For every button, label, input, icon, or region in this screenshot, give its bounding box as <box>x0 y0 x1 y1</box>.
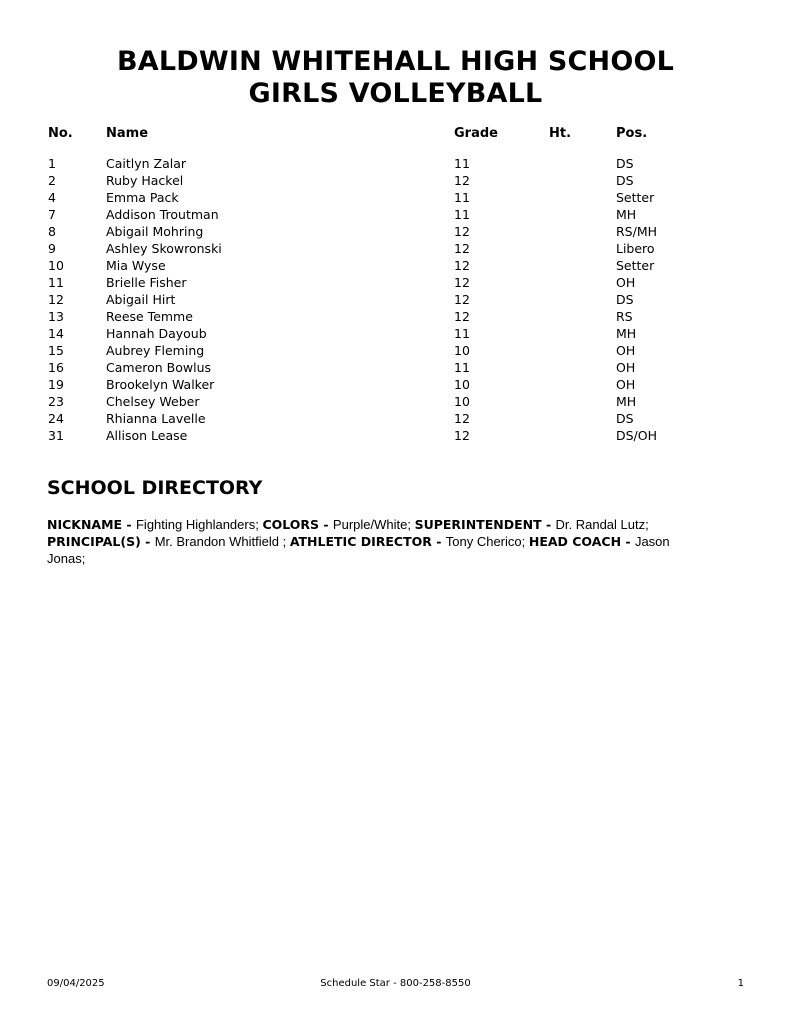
player-position: DS/OH <box>616 428 658 443</box>
table-row <box>0 393 791 410</box>
player-number: 19 <box>48 377 64 392</box>
player-position: RS/MH <box>616 224 658 239</box>
player-name: Addison Troutman <box>106 207 219 222</box>
principal-value: Mr. Brandon Whitfield ; <box>154 534 290 549</box>
player-position: DS <box>616 156 634 171</box>
player-position: RS <box>616 309 633 324</box>
footer-page-number: 1 <box>737 978 744 989</box>
player-number: 12 <box>48 292 64 307</box>
player-number: 9 <box>48 241 56 256</box>
player-number: 8 <box>48 224 56 239</box>
player-number: 14 <box>48 326 64 341</box>
footer-date: 09/04/2025 <box>47 978 105 989</box>
header-grade: Grade <box>454 126 498 141</box>
player-grade: 12 <box>454 173 470 188</box>
player-grade: 12 <box>454 428 470 443</box>
player-name: Brookelyn Walker <box>106 377 215 392</box>
player-number: 2 <box>48 173 56 188</box>
table-row <box>0 189 791 206</box>
footer-publisher: Schedule Star - 800-258-8550 <box>320 978 471 989</box>
player-number: 11 <box>48 275 64 290</box>
player-name: Reese Temme <box>106 309 193 324</box>
principal-label: PRINCIPAL(S) - <box>47 534 155 549</box>
superintendent-label: SUPERINTENDENT - <box>414 517 556 532</box>
player-name: Rhianna Lavelle <box>106 411 206 426</box>
player-name: Ashley Skowronski <box>106 241 222 256</box>
header-height: Ht. <box>549 126 572 141</box>
header-name: Name <box>106 126 149 141</box>
player-grade: 11 <box>454 190 470 205</box>
player-grade: 12 <box>454 309 470 324</box>
superintendent-value: Dr. Randal Lutz; <box>555 517 649 532</box>
player-grade: 11 <box>454 360 470 375</box>
school-directory-text <box>47 516 707 567</box>
player-grade: 10 <box>454 377 470 392</box>
table-row <box>0 427 791 444</box>
athletic-director-label: ATHLETIC DIRECTOR - <box>289 534 446 549</box>
player-number: 15 <box>48 343 64 358</box>
player-name: Brielle Fisher <box>106 275 187 290</box>
table-row <box>0 325 791 342</box>
school-directory-heading: SCHOOL DIRECTORY <box>47 477 263 499</box>
table-row <box>0 155 791 172</box>
colors-value: Purple/White; <box>332 517 415 532</box>
table-row <box>0 291 791 308</box>
table-row <box>0 172 791 189</box>
roster-table <box>0 124 791 444</box>
colors-label: COLORS - <box>262 517 333 532</box>
table-row <box>0 376 791 393</box>
player-position: MH <box>616 394 637 409</box>
player-position: MH <box>616 326 637 341</box>
player-position: Setter <box>616 258 655 273</box>
player-name: Abigail Hirt <box>106 292 176 307</box>
player-position: OH <box>616 360 636 375</box>
player-number: 1 <box>48 156 56 171</box>
player-position: DS <box>616 292 634 307</box>
player-number: 13 <box>48 309 64 324</box>
player-grade: 12 <box>454 292 470 307</box>
document-title-line-1: BALDWIN WHITEHALL HIGH SCHOOL <box>116 46 675 77</box>
player-position: DS <box>616 173 634 188</box>
player-position: MH <box>616 207 637 222</box>
player-number: 10 <box>48 258 64 273</box>
table-row <box>0 257 791 274</box>
player-grade: 11 <box>454 326 470 341</box>
table-row <box>0 342 791 359</box>
table-row <box>0 206 791 223</box>
player-number: 4 <box>48 190 56 205</box>
player-name: Cameron Bowlus <box>106 360 212 375</box>
player-name: Mia Wyse <box>106 258 166 273</box>
player-position: DS <box>616 411 634 426</box>
table-row <box>0 410 791 427</box>
player-name: Abigail Mohring <box>106 224 204 239</box>
player-name: Chelsey Weber <box>106 394 200 409</box>
player-position: OH <box>616 377 636 392</box>
player-grade: 10 <box>454 394 470 409</box>
player-number: 31 <box>48 428 64 443</box>
table-row <box>0 240 791 257</box>
player-name: Hannah Dayoub <box>106 326 207 341</box>
player-position: OH <box>616 275 636 290</box>
table-row <box>0 359 791 376</box>
player-name: Caitlyn Zalar <box>106 156 187 171</box>
table-row <box>0 274 791 291</box>
player-position: OH <box>616 343 636 358</box>
roster-header-row <box>0 124 791 144</box>
player-grade: 10 <box>454 343 470 358</box>
player-grade: 11 <box>454 156 470 171</box>
player-grade: 12 <box>454 258 470 273</box>
header-no: No. <box>48 126 73 141</box>
roster-rows <box>0 155 791 444</box>
player-grade: 12 <box>454 411 470 426</box>
player-grade: 11 <box>454 207 470 222</box>
player-number: 7 <box>48 207 56 222</box>
nickname-label: NICKNAME - <box>47 517 136 532</box>
athletic-director-value: Tony Cherico; <box>445 534 529 549</box>
player-grade: 12 <box>454 224 470 239</box>
player-grade: 12 <box>454 275 470 290</box>
player-name: Ruby Hackel <box>106 173 184 188</box>
player-number: 16 <box>48 360 64 375</box>
player-name: Aubrey Fleming <box>106 343 205 358</box>
header-position: Pos. <box>616 126 648 141</box>
player-name: Emma Pack <box>106 190 179 205</box>
table-row <box>0 223 791 240</box>
table-row <box>0 308 791 325</box>
document-title-line-2: GIRLS VOLLEYBALL <box>248 78 543 109</box>
player-number: 24 <box>48 411 64 426</box>
head-coach-label: HEAD COACH - <box>528 534 635 549</box>
player-number: 23 <box>48 394 64 409</box>
player-position: Setter <box>616 190 655 205</box>
player-position: Libero <box>616 241 655 256</box>
head-coach-value: Jason Jonas; <box>47 534 670 566</box>
player-name: Allison Lease <box>106 428 188 443</box>
nickname-value: Fighting Highlanders; <box>135 517 263 532</box>
player-grade: 12 <box>454 241 470 256</box>
